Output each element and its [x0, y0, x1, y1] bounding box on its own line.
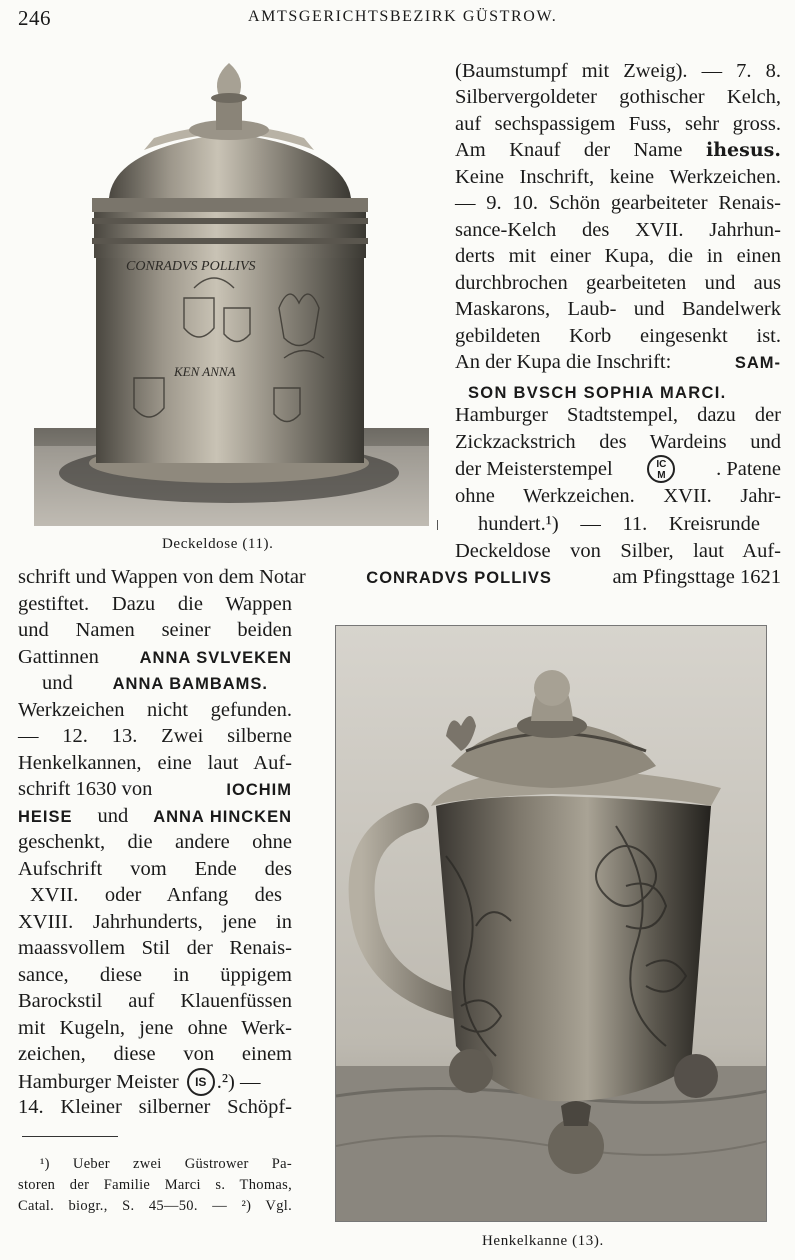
text-line: sance, diese in üppigem — [18, 964, 292, 986]
text-line: und ANNA BAMBAMS. — [42, 670, 268, 697]
text-line: gestiftet. Dazu die Wappen — [18, 593, 292, 615]
text-line: An der Kupa die Inschrift: SAM- — [455, 349, 781, 376]
text-line: sance-Kelch des XVII. Jahrhun- — [455, 219, 781, 241]
inscription-text: SAM- — [734, 354, 781, 372]
text-line: geschenkt, die andere ohne — [18, 831, 292, 853]
text-line: ohne Werkzeichen. XVII. Jahr- — [455, 485, 781, 507]
text-line: Silbervergoldeter gothischer Kelch, — [455, 86, 781, 108]
henkelkanne-photo — [335, 625, 767, 1222]
inscription-text: HEISE — [18, 808, 73, 826]
text-line: (Baumstumpf mit Zweig). — 7. 8. — [455, 60, 781, 82]
text-line: derts mit einer Kupa, die in einen — [455, 245, 781, 267]
text-line: 14. Kleiner silberner Schöpf- — [18, 1096, 292, 1118]
text-line: XVIII. Jahrhunderts, jene in — [18, 911, 292, 933]
blackletter-name: ihesus. — [706, 139, 781, 161]
footnote-line: storen der Familie Marci s. Thomas, — [18, 1177, 292, 1193]
text-line-full: schrift und Wappen von dem Notar CONRADVS POLLIVS am Pfingsttage 1621 — [18, 564, 781, 591]
text-line: — 9. 10. Schön gearbeiteter Renais- — [455, 192, 781, 214]
inscription-text: ANNA HINCKEN — [153, 808, 292, 826]
text-line: Keine Inschrift, keine Werkzeichen. — [455, 166, 781, 188]
inscription-text: SON BVSCH SOPHIA MARCI. — [468, 384, 727, 402]
text-line: maassvollem Stil der Renais- — [18, 937, 292, 959]
text-line: Am Knauf der Name ihesus. — [455, 137, 781, 163]
text-line: auf sechspassigem Fuss, sehr gross. — [455, 113, 781, 135]
text-line: mit Kugeln, jene ohne Werk- — [18, 1017, 292, 1039]
print-mark — [437, 520, 438, 530]
caption-deckeldose: Deckeldose (11). — [162, 536, 274, 552]
master-mark-icm: IC M — [647, 455, 675, 483]
text-line: und Namen seiner beiden — [18, 619, 292, 641]
text-line: Hamburger Stadtstempel, dazu der — [455, 404, 781, 426]
inscription-text: ANNA SVLVEKEN — [139, 649, 292, 667]
text-line: Aufschrift vom Ende des — [18, 858, 292, 880]
footnote-line: Catal. biogr., S. 45—50. — ²) Vgl. — [18, 1198, 292, 1214]
svg-text:KEN ANNA: KEN ANNA — [174, 364, 236, 379]
deckeldose-photo — [34, 58, 429, 526]
text-line: — 12. 13. Zwei silberne — [18, 725, 292, 747]
text-line: Gattinnen ANNA SVLVEKEN — [18, 644, 292, 671]
inscription-text: ANNA BAMBAMS. — [112, 675, 268, 693]
text-line: Zickzackstrich des Wardeins und — [455, 431, 781, 453]
text-line: Barockstil auf Klauenfüssen — [18, 990, 292, 1012]
text-line: durchbrochen gearbeiteten und aus — [455, 272, 781, 294]
caption-henkelkanne: Henkelkanne (13). — [482, 1233, 604, 1249]
inscription-text: IOCHIM — [226, 781, 292, 799]
text-line: gebildeten Korb eingesenkt ist. — [455, 325, 781, 347]
text-line: der Meisterstempel IC M . Patene — [455, 455, 781, 483]
footnote-rule — [22, 1136, 118, 1137]
text-line: Werkzeichen nicht gefunden. — [18, 699, 292, 721]
text-line: schrift 1630 von IOCHIM — [18, 776, 292, 803]
page-number: 246 — [18, 6, 51, 30]
text-line: Deckeldose von Silber, laut Auf- — [455, 540, 781, 562]
text-line: Maskarons, Laub- und Bandelwerk — [455, 298, 781, 320]
running-title: AMTSGERICHTSBEZIRK GÜSTROW. — [248, 8, 558, 25]
text-line: XVII. oder Anfang des — [30, 884, 282, 906]
svg-text:CONRADVS POLLIVS: CONRADVS POLLIVS — [126, 259, 256, 274]
text-line: hundert.¹) — 11. Kreisrunde — [478, 513, 760, 535]
lidded-tankard-illustration — [34, 58, 429, 526]
text-line: zeichen, diese von einem — [18, 1043, 292, 1065]
inscription-text: CONRADVS POLLIVS — [366, 569, 552, 587]
text-line: Hamburger Meister IS .²) — — [18, 1068, 292, 1096]
handled-jug-illustration — [336, 626, 767, 1222]
text-line: Henkelkannen, eine laut Auf- — [18, 752, 292, 774]
footnote-line: ¹) Ueber zwei Güstrower Pa- — [40, 1156, 292, 1172]
text-line: HEISE und ANNA HINCKEN — [18, 803, 292, 830]
master-mark-is: IS — [187, 1068, 215, 1096]
